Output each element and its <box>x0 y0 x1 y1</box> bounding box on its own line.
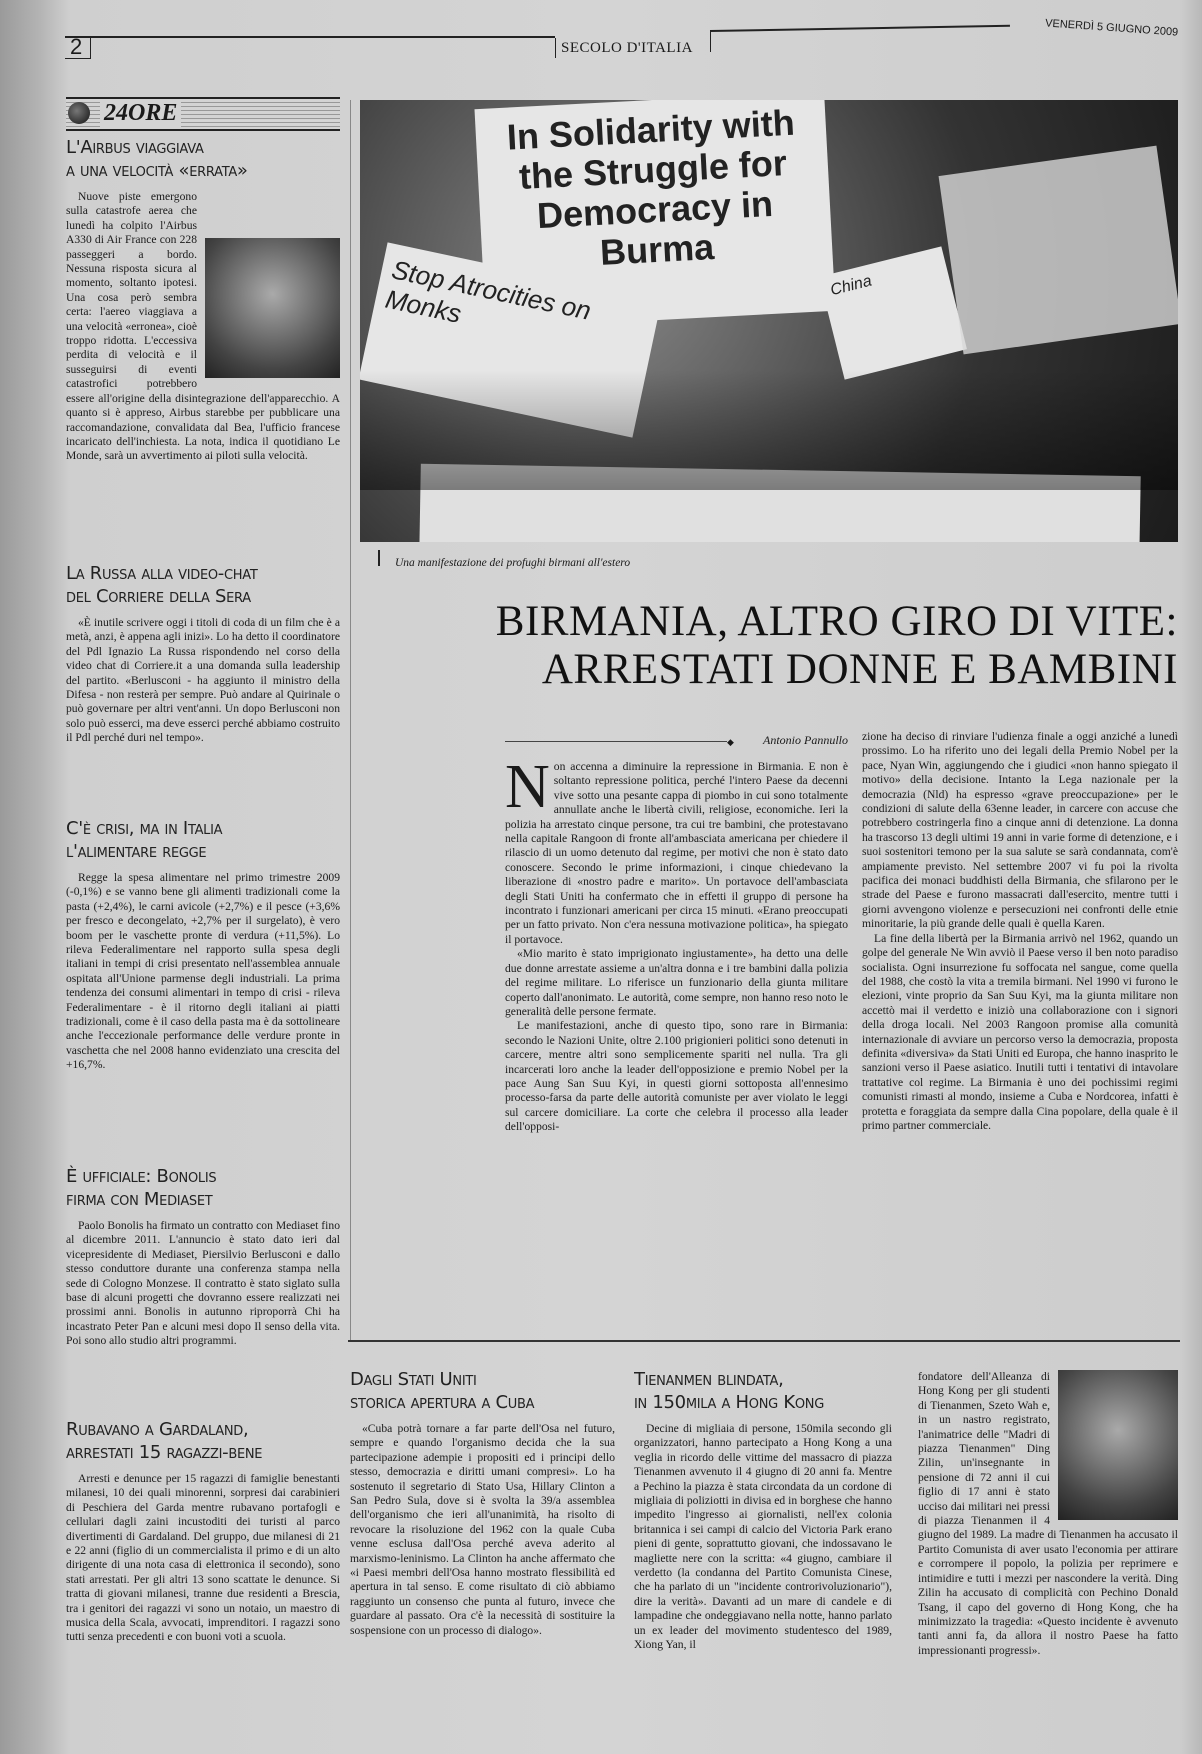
lead-headline: BIRMANIA, ALTRO GIRO DI VITE: ARRESTATI DONNE E BAMBINI <box>495 598 1178 693</box>
byline <box>505 733 848 749</box>
column-divider <box>350 100 351 1340</box>
lead-article-column-2: zione ha deciso di rinviare l'udienza finale a oggi anziché a lunedì prossimo. Lo ha riferito uno dei legali della Premio Nobel per la pace, Nyan Win, aggiungendo che i giudici «non hanno spiegato il motivo» della decisione. Intanto la Lega nazionale per la democrazia (Nld) ha espresso «grave preoccupazione» per le condizioni di salute della 63enne leader, in carcere con accuse che potrebbero costringerla fino a cinque anni di detenzione. La donna ha trascorso 13 degli ultimi 19 anni in varie forme di detenzione, e i suoi sostenitori temono per la sua salute se sarà condannata, com'è ampiamente previsto. Nel settembre 2007 vi fu poi la rivolta pacifica dei monaci buddhisti della Birmania, che sfilarono per le strade del Paese e furono massacrati dall'esercito, mentre tutti i giorni avvengono violenze e persecuzioni nei confronti delle etnie minoritarie, la più grande delle quali è quella Karen. La fine della libertà per la Birmania arrivò nel 1962, quando un golpe del generale Ne Win avviò il Paese verso il ben noto paradiso socialista. Ogni insurrezione fu soffocata nel sangue, come quella del 1988, che costò la vita a tremila birmani. Nel 1990 vi furono le elezioni, vinte proprio da San Suu Kyi, ma la giunta militare non accettò mai il verdetto e iniziò una collaborazione con i signori della droga locali. Nel 2003 Rangoon promise alla comunità internazionale di avviare un percorso verso la democrazia, proposta definita «diversiva» da Stati Uniti ed Europa, che hanno inasprito le sanzioni verso il Paese asiatico. Inutili tutti i tentativi di intavolare trattative col regime. La Birmania è uno dei pochissimi regimi comunisti rimasti al mondo, insieme a Cuba e Nordcorea, infatti è protetta e foraggiata da sempre dalla Cina popolare, della quale è il primo partner commerciale. <box>862 730 1178 1132</box>
drop-cap: N <box>505 760 550 821</box>
article-title: L'Airbus viaggiava <box>66 137 204 158</box>
article-title: La Russa alla video-chat <box>66 563 258 584</box>
masthead: SECOLO D'ITALIA <box>561 40 693 56</box>
sidebar-article-la-russa: La Russa alla video-chat del Corriere della Sera «È inutile scrivere oggi i titoli di coda di un film che è a metà, anzi, è appena agli inizi». Lo ha detto il coordinatore del Pdl Ignazio La Russa rispondendo nel corso della video chat di Corriere.it a una domanda sulla leadership del partito. «Berlusconi - ha aggiunto il ministro della Difesa - non resterà per sempre. Può andare al Quirinale o può governare per altri vent'anni. Un dopo Berlusconi non solo può esserci, ma deve esserci perché abbiamo costruito il Pdl perché duri nel tempo». <box>66 563 340 745</box>
article-title: È ufficiale: Bonolis <box>66 1166 217 1187</box>
photo-placard: China <box>819 246 967 379</box>
issue-date: VENERDÌ 5 GIUGNO 2009 <box>1044 17 1179 39</box>
section-logo: 24ORE <box>100 100 181 127</box>
sidebar-article-gardaland: Rubavano a Gardaland, arrestati 15 ragazzi-bene Arresti e denunce per 15 ragazzi di famiglie benestanti milanesi, 10 dei quali minorenni, sorpresi dai carabinieri di Peschiera del Garda mentre rubavano portafogli e cellulari dagli zaini incustoditi dei turisti al parco divertimenti di Gardaland. Del gruppo, due milanesi di 21 e 22 anni (figlio di un commercialista il primo e di un alto dirigente di una nota casa di elettronica il secondo), sono stati arrestati. Per gli altri 13 sono scattate le denunce. Si tratta di giovani milanesi, tranne due residenti a Brescia, tra i genitori dei ragazzi vi sono un notaio, un maestro di musica della Scala, avvocati, imprenditori. I ragazzi sono tutti senza precedenti e con buoni voti a scuola. <box>66 1419 340 1644</box>
photo-placard: Stop Atrocities on Monks <box>360 242 661 437</box>
sidebar-article-alimentare: C'è crisi, ma in Italia l'alimentare regge Regge la spesa alimentare nel primo trimestre 2009 (-0,1%) e se vanno bene gli alimenti tradizionali come la pasta (+2,4%), le carni avicole (+2,7%) e il pesce (+3,6% per fresco e decongelato, +2,7% per il surgelato), è vero boom per le vaschette pronte di verdura (+11,5%). Lo rileva Federalimentare nel rapporto sulla spesa degli italiani in tempi di crisi presentato nell'assemblea annuale ospitata all'Unione parmense degli industriali. La prima tendenza dei consumi alimentari in tempo di crisi - rileva Federalimentare - è il ritorno degli italiani ai piatti tradizionali, come è il caso della pasta ma è da sottolineare anche l'eccezionale performance delle verdure pronte in vaschetta che nel 2008 hanno evidenziato una crescita del +16,7%. <box>66 818 340 1072</box>
article-cuba: Dagli Stati Uniti storica apertura a Cuba «Cuba potrà tornare a far parte dell'Osa nel futuro, sempre e quando l'organismo decida che la sua partecipazione adempie i propositi ed i principi dello stesso, democrazia e diritti umani compresi». Lo ha sostenuto il segretario di Stato Usa, Hillary Clinton a San Pedro Sula, dove si è svolta la 39/a assemblea dell'organismo che ieri all'unanimità, ha risolto di revocare la risoluzione del 1962 con la quale Cuba venne esclusa dall'Osa perché aveva aderito al marxismo-leninismo. La Clinton ha anche affermato che «i Paesi membri dell'Osa hanno mostrato flessibilità ed apertura in tal senso. E come risultato di ciò abbiamo raggiunto un consenso che punta al futuro, invece che guardare al passato. Ora c'è la necessità di sostituire la sospensione con un processo di dialogo». <box>350 1369 615 1637</box>
article-title: Dagli Stati Uniti <box>350 1369 477 1390</box>
section-logo-bar <box>66 97 340 131</box>
author-name: Antonio Pannullo <box>763 733 848 747</box>
article-title: Rubavano a Gardaland, <box>66 1419 249 1440</box>
page-number: 2 <box>70 34 83 59</box>
diamond-icon: ◆ <box>727 737 734 747</box>
tienanmen-photo <box>1058 1370 1178 1520</box>
globe-icon <box>68 102 90 124</box>
photo-placard: In Solidarity with the Struggle for Democracy in Burma <box>474 100 835 329</box>
article-text: Regge la spesa alimentare nel primo trimestre 2009 (-0,1%) e se vanno bene gli alimenti tradizionali come la pasta (+2,4%), le carni avicole (+2,7%) e il pesce (+3,6% per fresco e decongelato, +2,7% per il surgelato), è vero boom per le vaschette pronte di verdura (+11,5%). Lo rileva Federalimentare nel rapporto sulla spesa degli italiani in tempi di crisi presentato nell'assemblea annuale ospitata all'Unione parmense degli industriali. La prima tendenza dei consumi alimentari in tempo di crisi - rileva Federalimentare - è il ritorno degli italiani ai piatti tradizionali, come è il caso della pasta ma è da sottolineare anche l'eccezionale performance delle verdure pronte in vaschetta che nel 2008 hanno evidenziato una crescita del +16,7%. <box>66 871 340 1072</box>
lead-article-column-1: N on accenna a diminuire la repressione in Birmania. E non è soltanto repressione politica, perché l'intero Paese da decenni vive sotto una pesante cappa di piombo in cui sono totalmente annullate anche le libertà civili, religiose, economiche. Ieri la polizia ha arrestato cinque persone, tra cui tre bambini, che protestavano nella capitale Rangoon di fronte all'ambasciata americana per chiedere il rilascio di un uomo detenuto dal regime, per motivi che non è stato dato conoscere. Secondo le prime informazioni, i cinque chiedevano la liberazione di «nostro padre e marito». Un portavoce dell'ambasciata degli Stati Uniti ha confermato che in effetti il gruppo di persone ha incontrato i funzionari americani per circa 15 minuti. «Erano preoccupati per un fatto privato. Non c'era nessuna motivazione politica», ha spiegato il portavoce. «Mio marito è stato imprigionato ingiustamente», ha detto una delle due donne arrestate assieme a un'altra donna e i tre bambini dalla polizia del regime militare. Lo riferisce un funzionario della giunta militare coperto dall'anonimato. Le autorità, come sempre, non hanno reso noto le generalità delle persone fermate. Le manifestazioni, anche di questo tipo, sono rare in Birmania: secondo le Nazioni Unite, oltre 2.100 prigionieri politici sono detenuti in carcere, mentre altri sono semplicemente spariti nel nulla. Tra gli incarcerati loro anche la leader dell'opposizione e premio Nobel per la pace Aung San Suu Kyi, in questi giorni sottoposta all'ennesimo processo-farsa da parte delle autorità comuniste per aver violato le leggi sul carcere domiciliare. La corte che celebra il processo alla leader dell'opposi- <box>505 760 848 1134</box>
page-header <box>65 17 1180 60</box>
photo-caption: Una manifestazione dei profughi birmani all'estero <box>395 557 631 569</box>
article-text: Paolo Bonolis ha firmato un contratto con Mediaset fino al dicembre 2011. L'annuncio è stato dato ieri dal vicepresidente di Mediaset, Piersilvio Berlusconi e dallo stesso conduttore durante una conferenza stampa nella sede di Cologno Monzese. Il contratto è stato siglato sulla base di alcuni progetti che dovranno essere realizzati nei prossimi anni. Bonolis in autunno riproporrà Chi ha incastrato Peter Pan e alcuni mesi dopo Il senso della vita. Poi sono allo studio altri programmi. <box>66 1219 340 1348</box>
airbus-photo <box>205 238 340 378</box>
sidebar-article-airbus: L'Airbus viaggiava a una velocità «errata» Nuove piste emergono sulla catastrofe aerea che lunedì ha colpito l'Airbus A330 di Air France con 228 passeggeri a bordo. Nessuna risposta sicura al momento, soltanto ipotesi. Una cosa però sembra certa: l'aereo viaggiava a una velocità «erronea», cioè troppo ridotta. L'eccessiva perdita di velocità e il susseguirsi di eventi catastrofici potrebbero essere all'origine della disintegrazione dell'apparecchio. A quanto si è appreso, Airbus starebbe per pubblicare una raccomandazione, convalidata dal Bea, l'ufficio francese incaricato dell'inchiesta. La nota, indica il quotidiano Le Monde, sarà un avvertimento ai piloti sulla velocità. <box>66 137 340 463</box>
article-text: Nuove piste emergono sulla catastrofe aerea che lunedì ha colpito l'Airbus A330 di Air France con 228 passeggeri a bordo. Nessuna risposta sicura al momento, soltanto ipotesi. Una cosa però sembra certa: l'aereo viaggiava a una velocità «erronea», cioè troppo ridotta. L'eccessiva perdita di velocità e il susseguirsi di eventi catastrofici potrebbero essere all'origine della disintegrazione dell'apparecchio. A quanto si è appreso, Airbus starebbe per pubblicare una raccomandazione, convalidata dal Bea, l'ufficio francese incaricato dell'inchiesta. La nota, indica il quotidiano Le Monde, sarà un avvertimento ai piloti sulla velocità. <box>66 190 340 463</box>
article-tienanmen: Tienanmen blindata, in 150mila a Hong Kong Decine di migliaia di persone, 150mila secondo gli organizzatori, hanno partecipato a Hong Kong a una veglia in ricordo delle vittime del massacro di piazza Tienanmen avvenuto il 4 giugno di 20 anni fa. Mentre a Pechino la piazza è stata circondata da un cordone di migliaia di poliziotti in divisa ed in borghese che hanno impedito l'ingresso ai giornalisti, nell'ex colonia britannica i sei campi di calcio del Victoria Park erano pieni di gente, soprattutto giovani, che indossavano le magliette nere con la scritta: «4 giugno, cambiare il verdetto (la condanna del Partito Comunista Cinese, che ha parlato di un "incidente controrivoluzionario"), dire la verità». Davanti ad un mare di candele e di lampadine che ondeggiavano nella notte, hanno parlato un ex leader del movimento studentesco del 1989, Xiong Yan, il <box>634 1369 892 1652</box>
sidebar-article-bonolis: È ufficiale: Bonolis firma con Mediaset Paolo Bonolis ha firmato un contratto con Mediaset fino al dicembre 2011. L'annuncio è stato dato ieri dal vicepresidente di Mediaset, Piersilvio Berlusconi e dallo stesso conduttore durante una conferenza stampa nella sede di Cologno Monzese. Il contratto è stato siglato sulla base di alcuni progetti che dovranno essere realizzati nei prossimi anni. Bonolis in autunno riproporrà Chi ha incastrato Peter Pan e alcuni mesi dopo Il senso della vita. Poi sono allo studio altri programmi. <box>66 1166 340 1348</box>
article-text: Arresti e denunce per 15 ragazzi di famiglie benestanti milanesi, 10 dei quali minorenni, sorpresi dai carabinieri di Peschiera del Garda mentre rubavano portafogli e cellulari dagli zaini incustoditi dei turisti al parco divertimenti di Gardaland. Del gruppo, due milanesi di 21 e 22 anni (figlio di un commercialista il primo e di un alto dirigente di una nota casa di elettronica il secondo), sono stati arrestati. Per gli altri 13 sono scattate le denunce. Si tratta di giovani milanesi, tranne due residenti a Brescia, tra i genitori dei ragazzi vi sono un notaio, un maestro di musica della Scala, avvocati, imprenditori. I ragazzi sono tutti senza precedenti e con buoni voti a scuola. <box>66 1472 340 1644</box>
article-text: «Cuba potrà tornare a far parte dell'Osa nel futuro, sempre e quando l'organismo decida che la sua partecipazione adempie i propositi ed i principi dello stesso, democrazia e diritti umani compresi». Lo ha sostenuto il segretario di Stato Usa, Hillary Clinton a San Pedro Sula, dove si è svolta la 39/a assemblea dell'organismo che ieri all'unanimità, ha risolto di revocare la risoluzione del 1962 con la quale Cuba venne esclusa dall'Osa perché aveva aderito al marxismo-leninismo. La Clinton ha anche affermato che «i Paesi membri dell'Osa hanno mostrato flessibilità ed apertura in tal senso. E come risultato di ciò abbiamo raggiunto un consenso che punta al futuro, invece che guardare al passato. Ora c'è la necessità di sostituire la sospensione con un processo di dialogo». <box>350 1422 615 1637</box>
article-tienanmen-continued: fondatore dell'Alleanza di Hong Kong per gli studenti di Tienanmen, Szeto Wah e, in un nastro registrato, l'animatrice delle "Madri di piazza Tienanmen" Ding Zilin, un'insegnante in pensione di 72 anni il cui figlio di 17 anni è stato ucciso dai militari nei pressi di piazza Tienanmen il 4 giugno del 1989. La madre di Tienanmen ha accusato il Partito Comunista di aver usato l'economia per attirare e corrompere il popolo, la polizia per reprimere e intimidire e tutti i mezzi per nascondere la verità. Ding Zilin ha accusato di complicità con Pechino Donald Tsang, il capo del governo di Hong Kong, che ha minimizzato la tragedia: «Questo incidente è avvenuto tanti anni fa, da allora il nostro Paese ha fatto impressionanti progressi». <box>918 1370 1178 1657</box>
article-title: C'è crisi, ma in Italia <box>66 818 223 839</box>
article-text: Decine di migliaia di persone, 150mila secondo gli organizzatori, hanno partecipato a Hong Kong a una veglia in ricordo delle vittime del massacro di piazza Tienanmen avvenuto il 4 giugno di 20 anni fa. Mentre a Pechino la piazza è stata circondata da un cordone di migliaia di poliziotti in divisa ed in borghese che hanno impedito l'ingresso ai giornalisti, nell'ex colonia britannica i sei campi di calcio del Victoria Park erano pieni di gente, soprattutto giovani, che indossavano le magliette nere con la scritta: «4 giugno, cambiare il verdetto (la condanna del Partito Comunista Cinese, che ha parlato di un "incidente controrivoluzionario"), dire la verità». Davanti ad un mare di candele e di lampadine che ondeggiavano nella notte, hanno parlato un ex leader del movimento studentesco del 1989, Xiong Yan, il <box>634 1422 892 1652</box>
article-title: Tienanmen blindata, <box>634 1369 784 1390</box>
lead-photo <box>360 100 1178 542</box>
section-divider <box>348 1340 1180 1342</box>
article-text: «È inutile scrivere oggi i titoli di coda di un film che è a metà, anzi, è appena agli inizi». Lo ha detto il coordinatore del Pdl Ignazio La Russa rispondendo nel corso della video chat di Corriere.it a una domanda sulla leadership del partito. «Berlusconi - ha aggiunto il ministro della Difesa - non resterà per sempre. Può andare al Quirinale o può governare per altri vent'anni. Un dopo Berlusconi non solo può esserci, ma deve esserci perché abbiamo costruito il Pdl perché duri nel tempo». <box>66 616 340 745</box>
